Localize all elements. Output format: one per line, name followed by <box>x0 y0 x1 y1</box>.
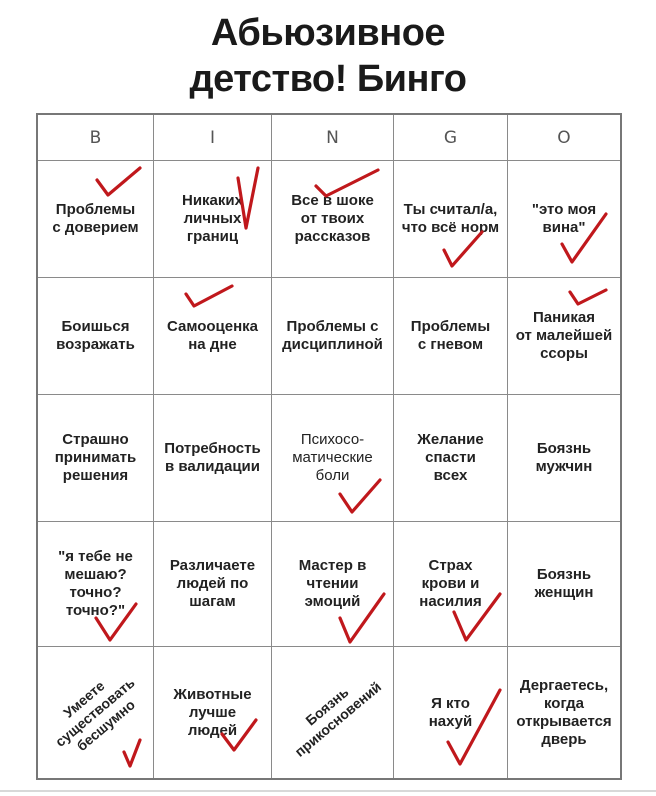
cell-text: Страшно принимать решения <box>54 431 137 484</box>
cell-text: Боязнь мужчин <box>535 440 593 475</box>
bingo-cell[interactable] <box>394 647 508 778</box>
bingo-cell[interactable] <box>508 395 620 522</box>
bingo-cell[interactable] <box>154 395 272 522</box>
bingo-cell[interactable] <box>394 278 508 395</box>
bingo-cell[interactable] <box>272 278 394 395</box>
header-o: O <box>508 115 620 161</box>
bingo-cell[interactable] <box>38 161 154 278</box>
cell-text: Боязнь прикосновений <box>291 677 384 760</box>
cell-text: Страх крови и насилия <box>419 557 482 610</box>
bingo-cell[interactable] <box>508 161 620 278</box>
cell-text: Самооценка на дне <box>166 318 259 353</box>
bingo-cell[interactable] <box>394 161 508 278</box>
cell-text: Дергаетесь, когда открывается дверь <box>516 676 612 748</box>
bingo-cell[interactable] <box>508 647 620 778</box>
bingo-cell[interactable] <box>394 395 508 522</box>
cell-text: "я тебе не мешаю? точно? точно?" <box>58 548 133 619</box>
page-title <box>0 10 656 102</box>
bingo-cell[interactable] <box>154 278 272 395</box>
bingo-cell[interactable] <box>272 647 394 778</box>
cell-text: Проблемы с доверием <box>52 201 139 236</box>
bingo-cell[interactable] <box>38 395 154 522</box>
bingo-cell[interactable] <box>38 647 154 778</box>
cell-text: Боишься возражать <box>56 318 135 353</box>
cell-text: Я кто нахуй <box>428 694 473 730</box>
bingo-cell[interactable] <box>272 161 394 278</box>
cell-text: "это моя вина" <box>531 201 597 236</box>
bingo-cell[interactable] <box>154 161 272 278</box>
bingo-cell[interactable] <box>508 278 620 395</box>
header-b: B <box>38 115 154 161</box>
bingo-cell[interactable] <box>154 647 272 778</box>
header-n: N <box>272 115 394 161</box>
cell-text: Желание спасти всех <box>417 431 484 484</box>
cell-text: Ты считал/а, что всё норм <box>401 201 500 236</box>
divider <box>0 790 656 792</box>
bingo-cell[interactable] <box>272 395 394 522</box>
cell-text: Мастер в чтении эмоций <box>298 557 367 610</box>
cell-text: Все в шоке от твоих рассказов <box>291 192 374 245</box>
bingo-cell[interactable] <box>38 278 154 395</box>
title-line-1: Абьюзивное <box>210 12 446 54</box>
bingo-cell[interactable] <box>272 522 394 647</box>
cell-text: Различаете людей по шагам <box>169 557 256 610</box>
bingo-cell[interactable] <box>38 522 154 647</box>
cell-text: Психосо- матические боли <box>292 431 373 484</box>
bingo-cell[interactable] <box>394 522 508 647</box>
bingo-cell[interactable] <box>508 522 620 647</box>
header-i: I <box>154 115 272 161</box>
cell-text: Боязнь женщин <box>534 566 594 601</box>
cell-text: Никаких личных границ <box>182 192 243 245</box>
title-line-2: детство! Бинго <box>189 58 467 100</box>
cell-text: Животные лучше людей <box>173 685 252 739</box>
cell-text: Умеете существовать бесшумно <box>52 674 139 754</box>
bingo-cell[interactable] <box>154 522 272 647</box>
cell-text: Потребность в валидации <box>164 440 261 475</box>
cell-text: Паникая от малейшей ссоры <box>515 309 613 362</box>
bingo-board <box>36 113 622 780</box>
cell-text: Проблемы с гневом <box>410 318 491 353</box>
cell-text: Проблемы с дисциплиной <box>282 318 383 353</box>
header-g: G <box>394 115 508 161</box>
